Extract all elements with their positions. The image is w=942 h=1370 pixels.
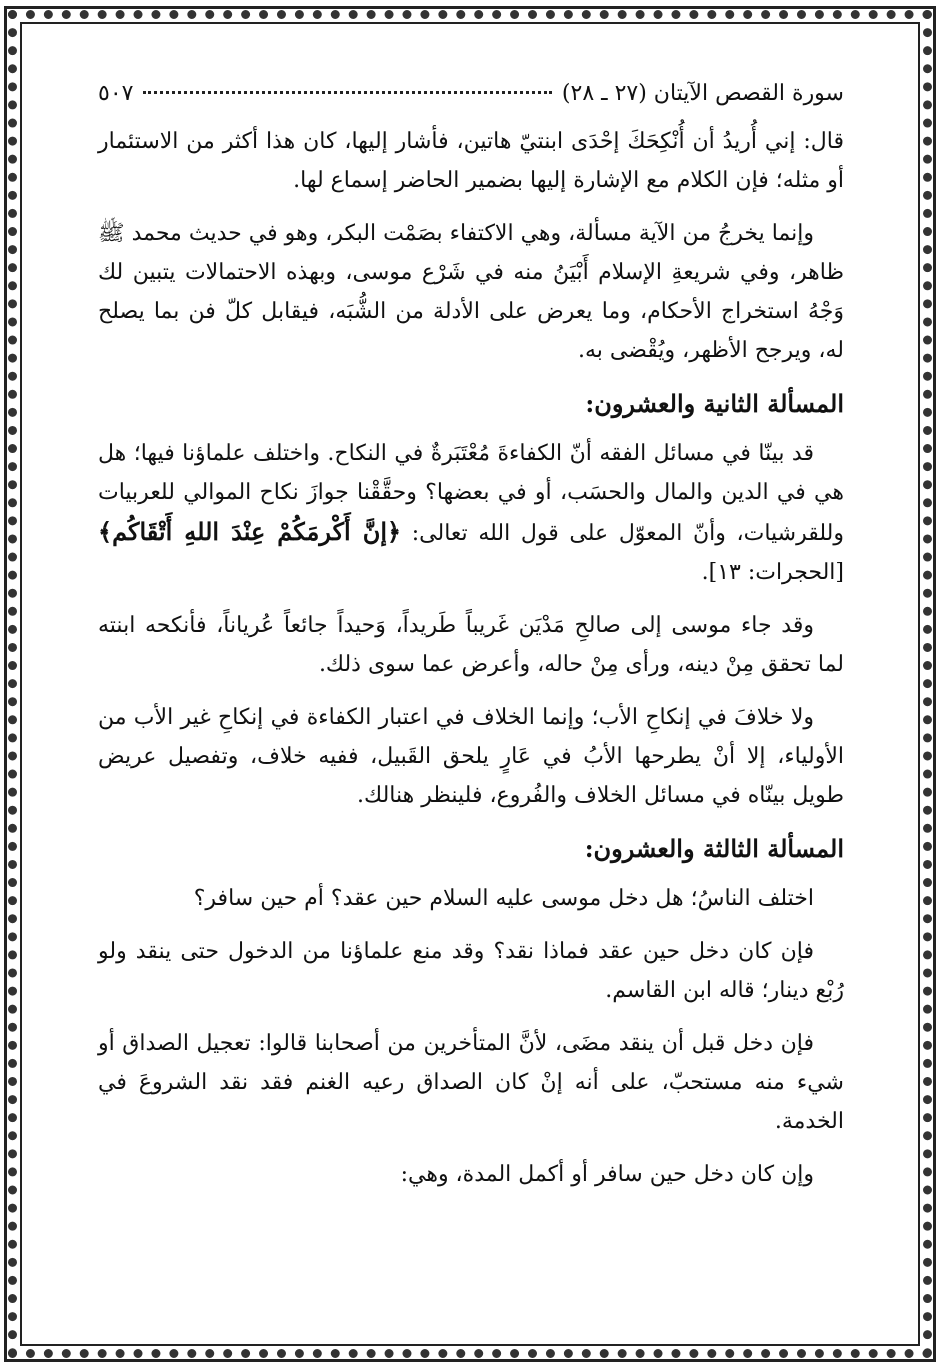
header-leader-dots bbox=[143, 91, 551, 94]
running-header bbox=[98, 74, 844, 114]
paragraph: ولا خلافَ في إنكاحِ الأب؛ وإنما الخلاف في اعتبار الكفاءة في إنكاحِ غير الأب من الأولياء، إلا أنْ يطرحها الأبُ في عَارٍ يلحق القَبيل، ففيه خلاف، وتفصيل عريض طويل بينّاه في مسائل الخلاف والفُروع، فلينظر هنالك. bbox=[98, 705, 844, 808]
section-heading-23: المسألة الثالثة والعشرون: bbox=[584, 834, 844, 863]
paragraph-text: قد بينّا في مسائل الفقه أنّ الكفاءةَ مُعْتَبَرةٌ في النكاح. واختلف علماؤنا فيها؛ هل هي في الدين والمال والحسَب، أو في بعضها؟ وحقَّقْنا جوازَ نكاح الموالي للعربيات وللقرشيات، وأنّ المعوّل على قول الله تعالى: bbox=[98, 441, 844, 546]
verse-reference: [الحجرات: ١٣]. bbox=[701, 560, 844, 585]
section-heading-22: المسألة الثانية والعشرون: bbox=[585, 389, 844, 418]
quran-verse: ﴿إنَّ أَكْرمَكُمْ عِنْدَ اللهِ أَتْقَاكُم﴾ bbox=[98, 517, 402, 546]
paragraph: وإن كان دخل حين سافر أو أكمل المدة، وهي: bbox=[400, 1162, 814, 1187]
paragraph: وإنما يخرجُ من الآية مسألة، وهي الاكتفاء بصَمْت البكر، وهو في حديث محمد ﷺ ظاهر، وفي شريعةِ الإسلام أَبْيَنُ منه في شَرْع موسى، وبهذه الاحتمالات يتبين لك وَجْهُ استخراج الأحكام، وما يعرض على الأدلة من الشُّبَه، فيقابل كلّ فن بما يصلح له، ويرجح الأظهر، ويُقْضى به. bbox=[98, 221, 844, 363]
paragraph: اختلف الناسُ؛ هل دخل موسى عليه السلام حين عقد؟ أم حين سافر؟ bbox=[193, 886, 814, 911]
paragraph: قال: إني أُريدُ أن أُنْكِحَكَ إحْدَى ابنتيّ هاتين، فأشار إليها، كان هذا أكثر من الاستئمار أو مثله؛ فإن الكلام مع الإشارة إليها بضمير الحاضر إسماع لها. bbox=[98, 129, 844, 193]
paragraph bbox=[98, 434, 844, 592]
header-title: سورة القصص الآيتان (٢٧ ـ ٢٨) bbox=[561, 81, 844, 106]
page-content bbox=[98, 74, 844, 1208]
paragraph: وقد جاء موسى إلى صالحِ مَدْيَن غَريباً طَريداً، وَحيداً جائعاً عُرياناً، فأنكحه ابنته لما تحقق مِنْ دينه، ورأى مِنْ حاله، وأعرض عما سوى ذلك. bbox=[98, 613, 844, 677]
paragraph: فإن دخل قبل أن ينقد مضَى، لأنَّ المتأخرين من أصحابنا قالوا: تعجيل الصداق أو شيء منه مستحبّ، على أنه إنْ كان الصداق رعيه الغنم فقد نقد الشروعَ في الخدمة. bbox=[98, 1031, 844, 1134]
paragraph: فإن كان دخل حين عقد فماذا نقد؟ وقد منع علماؤنا من الدخول حتى ينقد ولو رُبْع دينار؛ قاله ابن القاسم. bbox=[98, 939, 844, 1003]
page-number: ٥٠٧ bbox=[98, 81, 134, 106]
